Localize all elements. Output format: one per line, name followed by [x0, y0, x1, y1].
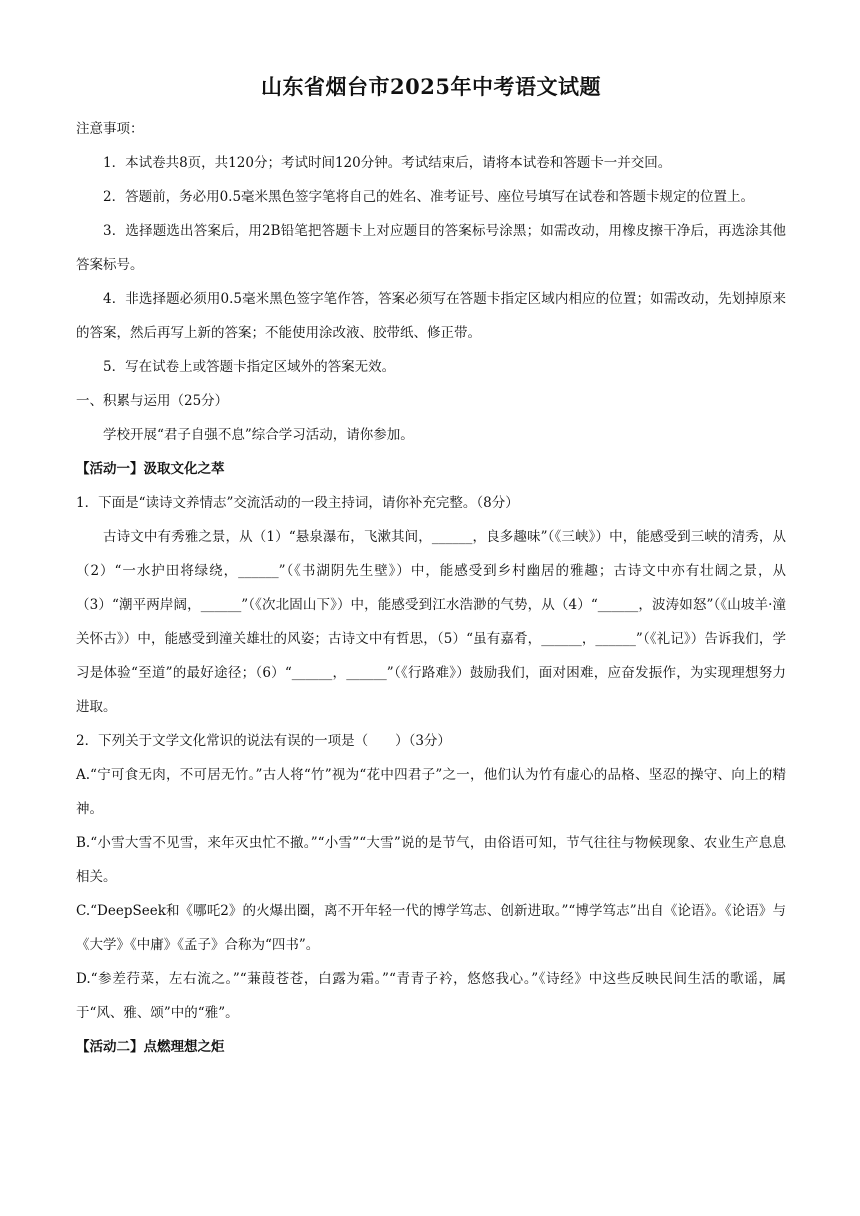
section-intro: 学校开展“君子自强不息”综合学习活动，请你参加。 [103, 427, 414, 443]
question-2-option-a: A.“宁可食无肉，不可居无竹。”古人将“竹”视为“花中四君子”之一，他们认为竹有虚心的品格、坚忍的操守、向上的精神。 [76, 767, 786, 817]
question-2-option-c: C.“DeepSeek和《哪吒2》的火爆出圈，离不开年轻一代的博学笃志、创新进取。”“博学笃志”出自《论语》。《论语》与《大学》《中庸》《孟子》合称为“四书”。 [76, 903, 786, 953]
notice-item-4: 4．非选择题必须用0.5毫米黑色签字笔作答，答案必须写在答题卡指定区域内相应的位置；如需改动，先划掉原来的答案，然后再写上新的答案；不能使用涂改液、胶带纸、修正带。 [76, 291, 786, 341]
question-1-stem: 1．下面是“读诗文养情志”交流活动的一段主持词，请你补充完整。（8分） [76, 495, 519, 511]
notice-item-3: 3．选择题选出答案后，用2B铅笔把答题卡上对应题目的答案标号涂黑；如需改动，用橡皮擦干净后，再选涂其他答案标号。 [76, 223, 786, 273]
notice-item-2: 2．答题前，务必用0.5毫米黑色签字笔将自己的姓名、准考证号、座位号填写在试卷和答题卡规定的位置上。 [103, 189, 755, 205]
exam-page [76, 70, 786, 1064]
question-2-option-b: B.“小雪大雪不见雪，来年灭虫忙不撤。”“小雪”“大雪”说的是节气，由俗语可知，节气往往与物候现象、农业生产息息相关。 [76, 835, 786, 885]
activity-1-heading: 【活动一】汲取文化之萃 [76, 461, 225, 477]
notice-item-5: 5．写在试卷上或答题卡指定区域外的答案无效。 [103, 359, 396, 375]
question-2-stem: 2．下列关于文学文化常识的说法有误的一项是（ ）（3分） [76, 733, 451, 749]
notice-item-1: 1．本试卷共8页，共120分；考试时间120分钟。考试结束后，请将本试卷和答题卡一并交回。 [103, 155, 672, 171]
activity-2-heading: 【活动二】点燃理想之炬 [76, 1039, 225, 1055]
question-2-option-d: D.“参差荇菜，左右流之。”“蒹葭苍苍，白露为霜。”“青青子衿，悠悠我心。”《诗经》中这些反映民间生活的歌谣，属于“风、雅、颂”中的“雅”。 [76, 971, 786, 1021]
notice-heading: 注意事项： [76, 121, 144, 137]
page-title: 山东省烟台市2025年中考语文试题 [261, 74, 601, 99]
question-1-text: 古诗文中有秀雅之景，从（1）“悬泉瀑布，飞漱其间，______，良多趣味”（《三峡》）中，能感受到三峡的清秀，从（2）“一水护田将绿绕，______”（《书湖阴先生壁》）中，能感受到乡村幽居的雅趣；古诗文中亦有壮阔之景，从（3）“潮平两岸阔，______”（《次北固山下》）中，能感受到江水浩渺的气势，从（4）“______，波涛如怒”（《山坡羊·潼关怀古》）中，能感受到潼关雄壮的风姿；古诗文中有哲思，（5）“虽有嘉肴，______，______”（《礼记》）告诉我们，学习是体验“至道”的最好途径；（6）“______，______”（《行路难》）鼓励我们，面对困难，应奋发振作，为实现理想努力进取。 [76, 529, 786, 715]
section-heading: 一、积累与运用（25分） [76, 393, 229, 409]
